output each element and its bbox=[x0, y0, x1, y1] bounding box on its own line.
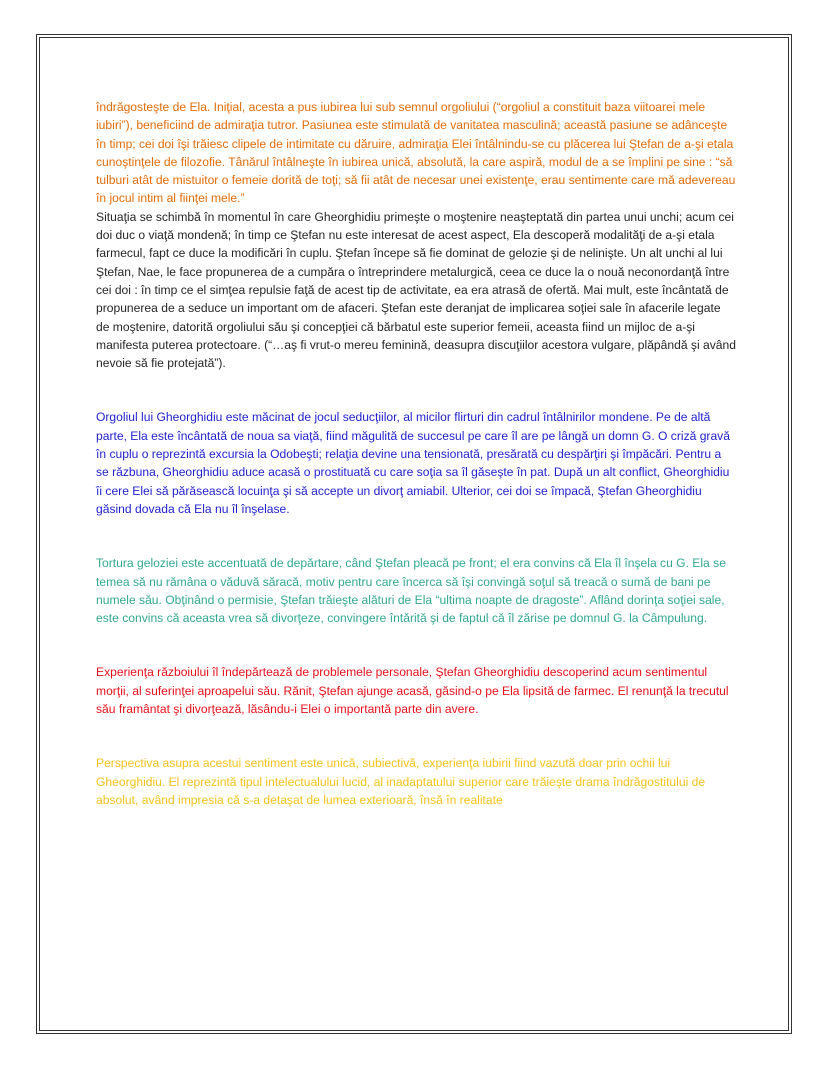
paragraph-blue: Orgoliul lui Gheorghidiu este măcinat de jocul seducţiilor, al micilor flirturi din cadrul întâlnirilor mondene. Pe de altă parte, Ela este încântată de noua sa viaţă, fiind măgulită de succesul pe care îl are pe lângă un domn G. O criză gravă în cuplu o reprezintă excursia la Odobeşti; relaţia devine una tensionată, presărată cu despărţiri şi împăcări. Pentru a se răzbuna, Gheorghidiu aduce acasă o prostituată cu care soţia sa îl găseşte în pat. După un alt conflict, Gheorghidiu îi cere Elei să părăsească locuinţa şi să accepte un divorţ amiabil. Ulterior, cei doi se împacă, Ştefan Gheorghidiu găsind dovada că Ela nu îl înşelase. bbox=[96, 410, 730, 516]
paragraph-spacer bbox=[96, 372, 736, 408]
paragraph-teal: Tortura geloziei este accentuată de depărtare, când Ştefan pleacă pe front; el era convins că Ela îl înşela cu G. Ela se temea să nu rămâna o văduvă săracă, motiv pentru care încerca să îşi convingă soţul să treacă o sumă de bani pe numele său. Obţinând o permisie, Ştefan trăieşte alături de Ela “ultima noapte de dragoste”. Aflând dorinţa soţiei sale, este convins că aceasta vrea să divorţeze, convingere întărită şi de faptul că îl zărise pe domnul G. la Câmpulung. bbox=[96, 556, 726, 626]
paragraph-spacer bbox=[96, 718, 736, 754]
paragraph-yellow: Perspectiva asupra acestui sentiment este unică, subiectivă, experienţa iubirii fiind vazută doar prin ochii lui Gheorghidiu. El reprezintă tipul intelectualului lucid, al inadaptatului superior care trăieşte drama îndrăgostitului de absolut, având impresia că s-a detaşat de lumea exterioară, însă în realitate bbox=[96, 756, 706, 807]
paragraph-orange: îndrăgosteşte de Ela. Iniţial, acesta a pus iubirea lui sub semnul orgoliului (“orgoliul a constituit baza viitoarei mele iubiri”), beneficiind de admiraţia tutror. Pasiunea este stimulată de vanitatea masculină; această pasiune se adânceşte în timp; cei doi îşi trăiesc clipele de intimitate cu dăruire, admiraţia Elei întâlnindu-se cu plăcerea lui Ştefan de a-şi etala cunoştinţele de filozofie. Tânărul întâlneşte în iubirea unică, absolută, la care aspiră, modul de a se împlini pe sine : “să tulburi atât de mistuitor o femeie dorită de toţi; să fii atât de necesar unei existenţe, erau sentimente care mă adevereau în jocul intim al fiinţei mele.” bbox=[96, 100, 736, 206]
document-body bbox=[96, 98, 736, 809]
paragraph-dark: Situaţia se schimbă în momentul în care Gheorghidiu primeşte o moştenire neaşteptată din partea unui unchi; acum cei doi duc o viaţă mondenă; în timp ce Ştefan nu este interesat de acest aspect, Ela descoperă modalităţi de a-şi etala farmecul, fapt ce duce la modificări în cuplu. Ştefan începe să fie dominat de gelozie şi de nelinişte. Un alt unchi al lui Ştefan, Nae, le face propunerea de a cumpăra o întreprindere metalurgică, ceea ce duce la o nouă neconordanţă între cei doi : în timp ce el simţea repulsie faţă de acest tip de activitate, ea era atrasă de ofertă. Mai mult, este încântată de propunerea de a seduce un important om de afaceri. Ştefan este deranjat de implicarea soţiei sale în afacerile legate de moştenire, datorită orgoliului său şi concepţiei că bărbatul este superior femeii, aceasta fiind un mijloc de a-şi manifesta puterea protectoare. (“…aş fi vrut-o mereu feminină, deasupra discuţiilor acestora vulgare, plăpândă şi având nevoie să fie protejată”). bbox=[96, 209, 736, 371]
paragraph-spacer bbox=[96, 518, 736, 554]
paragraph-spacer bbox=[96, 627, 736, 663]
paragraph-red: Experienţa războiului îl îndepărtează de problemele personale, Ştefan Gheorghidiu descoperind acum sentimentul morţii, al suferinţei aproapelui său. Rănit, Ştefan ajunge acasă, găsind-o pe Ela lipsită de farmec. El renunţă la trecutul său framântat şi divorţează, lăsându-i Elei o importantă parte din avere. bbox=[96, 665, 729, 717]
